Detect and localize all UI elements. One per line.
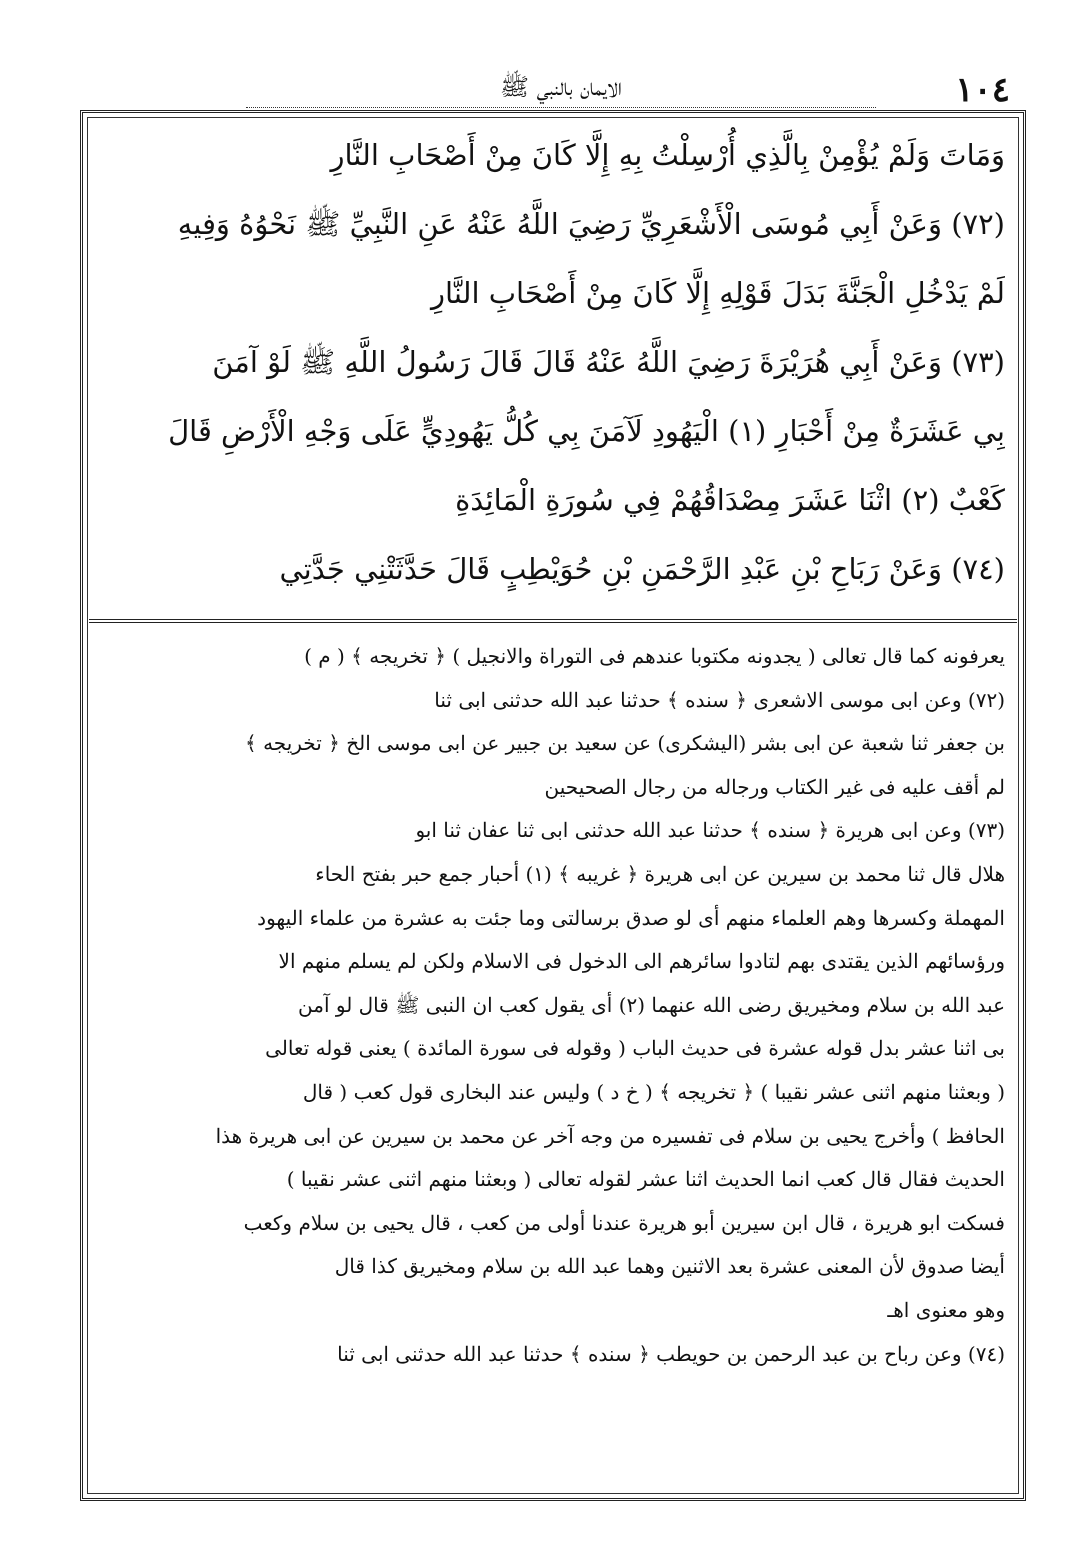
section-divider	[89, 619, 1017, 623]
hadith-line: وَمَاتَ وَلَمْ يُؤْمِنْ بِالَّذِي أُرْسِلْتُ بِهِ إِلَّا كَانَ مِنْ أَصْحَابِ النَّارِ	[330, 138, 1005, 172]
hadith-line: (٧٣) وَعَنْ أَبِي هُرَيْرَةَ رَضِيَ اللَّهُ عَنْهُ قَالَ قَالَ رَسُولُ اللَّهِ ﷺ لَوْ آمَنَ	[212, 345, 1005, 379]
commentary-line: الحافظ ) وأخرج يحيى بن سلام فى تفسيره من وجه آخر عن محمد بن سيرين عن ابى هريرة هذا	[215, 1123, 1005, 1148]
hadith-text-section	[101, 121, 1005, 613]
commentary-line: (٧٤) وعن رباح بن عبد الرحمن بن حويطب ﴿ سنده ﴾ حدثنا عبد الله حدثنى ابى ثنا	[337, 1341, 1005, 1366]
commentary-line: وهو معنوى اهـ	[887, 1297, 1005, 1322]
hadith-line: بِي عَشَرَةٌ مِنْ أَحْبَارِ (١) الْيَهُودِ لَآمَنَ بِي كُلُّ يَهُودِيٍّ عَلَى وَجْهِ الْأَرْضِ قَالَ	[168, 414, 1005, 448]
commentary-line: (٧٢) وعن ابى موسى الاشعرى ﴿ سنده ﴾ حدثنا عبد الله حدثنى ابى ثنا	[434, 687, 1005, 712]
commentary-line: الحديث فقال قال كعب انما الحديث اثنا عشر لقوله تعالى ( وبعثنا منهم اثنى عشر نقيبا )	[286, 1167, 1005, 1192]
page-header	[96, 64, 1026, 110]
commentary-line: لم أقف عليه فى غير الكتاب ورجاله من رجال الصحيحين	[544, 774, 1005, 799]
hadith-line: كَعْبٌ (٢) اثْنَا عَشَرَ مِصْدَاقُهُمْ فِي سُورَةِ الْمَائِدَةِ	[455, 483, 1005, 517]
commentary-line: بن جعفر ثنا شعبة عن ابى بشر (اليشكرى) عن سعيد بن جبير عن ابى موسى الخ ﴿ تخريجه ﴾	[245, 731, 1005, 756]
page-number: ١٠٤	[955, 70, 1010, 110]
commentary-line: أيضا صدوق لأن المعنى عشرة بعد الاثنين وهما عبد الله بن سلام ومخيريق كذا قال	[334, 1254, 1005, 1279]
commentary-line: هلال قال ثنا محمد بن سيرين عن ابى هريرة ﴿ غريبه ﴾ (١) أحبار جمع حبر بفتح الحاء	[315, 861, 1005, 886]
commentary-line: فسكت ابو هريرة ، قال ابن سيرين أبو هريرة عندنا أولى من كعب ، قال يحيى بن سلام وكعب	[243, 1210, 1005, 1235]
commentary-line: المهملة وكسرها وهم العلماء منهم أى لو صدق برسالتى وما جئت به عشرة من علماء اليهود	[257, 905, 1005, 930]
commentary-line: عبد الله بن سلام ومخيريق رضى الله عنهما (٢) أى يقول كعب ان النبى ﷺ قال لو آمن	[298, 992, 1005, 1017]
page-frame	[80, 110, 1026, 1501]
commentary-line: (٧٣) وعن ابى هريرة ﴿ سنده ﴾ حدثنا عبد الله حدثنى ابى ثنا عفان ثنا ابو	[415, 818, 1005, 843]
commentary-section	[101, 635, 1005, 1376]
hadith-line: (٧٤) وَعَنْ رَبَاحِ بْنِ عَبْدِ الرَّحْمَنِ بْنِ حُوَيْطِبٍ قَالَ حَدَّثَتْنِي جَدَّتِي	[279, 552, 1005, 586]
commentary-line: يعرفونه كما قال تعالى ( يجدونه مكتوبا عندهم فى التوراة والانجيل ) ﴿ تخريجه ﴾ ( م )	[304, 644, 1005, 668]
hadith-line: (٧٢) وَعَنْ أَبِي مُوسَى الْأَشْعَرِيِّ رَضِيَ اللَّهُ عَنْهُ عَنِ النَّبِيِّ ﷺ نَحْوُهُ وَفِيهِ	[177, 207, 1005, 241]
commentary-line: ورؤسائهم الذين يقتدى بهم لتادوا سائرهم الى الدخول فى الاسلام ولكن لم يسلم منهم الا	[278, 949, 1005, 974]
commentary-line: ( وبعثنا منهم اثنى عشر نقيبا ) ﴿ تخريجه ﴾ ( خ د ) وليس عند البخارى قول كعب ( قال	[302, 1079, 1005, 1104]
hadith-line: لَمْ يَدْخُلِ الْجَنَّةَ بَدَلَ قَوْلِهِ إِلَّا كَانَ مِنْ أَصْحَابِ النَّارِ	[431, 276, 1005, 310]
commentary-line: بى اثنا عشر بدل قوله عشرة فى حديث الباب ( وقوله فى سورة المائدة ) يعنى قوله تعالى	[265, 1036, 1005, 1061]
title-rule	[246, 107, 876, 108]
running-title: الايمان بالنبي ﷺ	[500, 73, 622, 101]
